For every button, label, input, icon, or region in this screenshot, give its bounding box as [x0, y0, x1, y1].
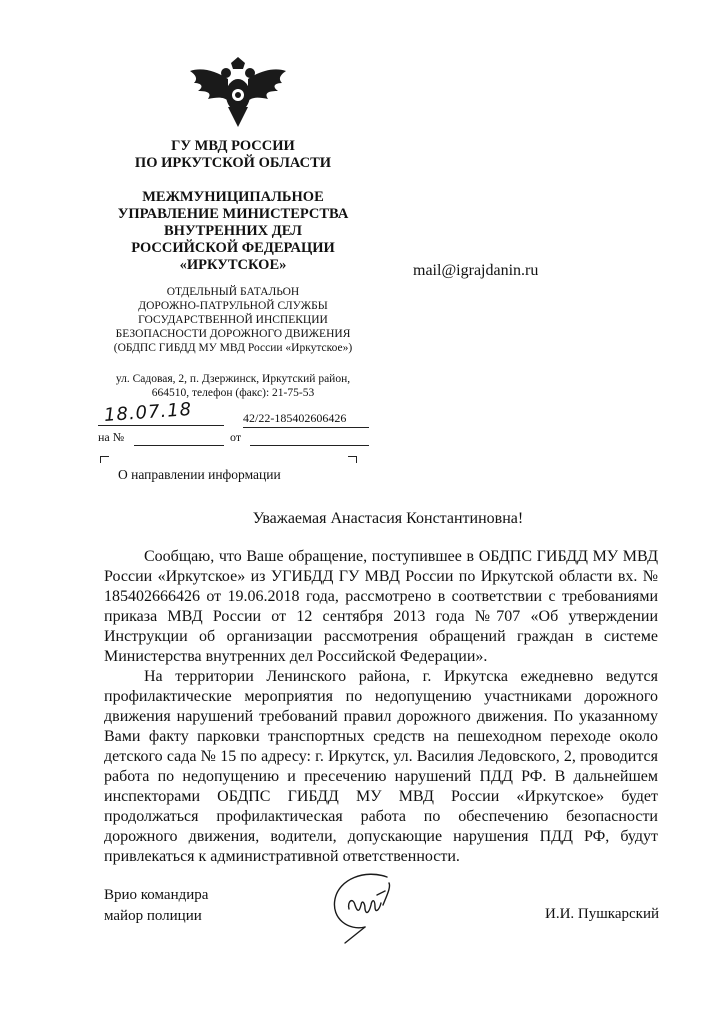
org-title-line: ПО ИРКУТСКОЙ ОБЛАСТИ — [134, 155, 332, 171]
dept-title-line: РОССИЙСКОЙ ФЕДЕРАЦИИ — [131, 240, 335, 256]
unit-title-line: (ОБДПС ГИБДД МУ МВД России «Иркутское») — [113, 342, 353, 354]
unit-title-line: ОТДЕЛЬНЫЙ БАТАЛЬОН — [166, 286, 300, 298]
signer-position — [104, 885, 208, 927]
handwritten-signature-icon — [325, 865, 410, 945]
date-underline — [98, 425, 224, 426]
letter-greeting: Уважаемая Анастасия Константиновна! — [252, 510, 524, 527]
signer-position-line: Врио командира — [104, 887, 209, 903]
ref-number-line — [134, 445, 224, 446]
outgoing-date-handwritten: 18.07.18 — [103, 398, 193, 427]
dept-title-line: УПРАВЛЕНИЕ МИНИСТЕРСТВА — [117, 206, 349, 222]
signer-position-line: майор полиции — [104, 908, 202, 924]
recipient-email: mail@igrajdanin.ru — [413, 262, 539, 279]
dept-title-line: ВНУТРЕННИХ ДЕЛ — [164, 223, 302, 239]
dept-title-line: МЕЖМУНИЦИПАЛЬНОЕ — [142, 189, 324, 205]
address-line: ул. Садовая, 2, п. Дзержинск, Иркутский район, — [115, 373, 351, 385]
ref-date-label: от — [230, 430, 242, 444]
letter-body — [104, 547, 658, 867]
body-paragraph: Сообщаю, что Ваше обращение, поступившее в ОБДПС ГИБДД МУ МВД России «Иркутское» из УГИБДД ГУ МВД России по Иркутской области вх. № 185402666426 от 19.06.2018 года, рассмотрено в соответствии с требованиями приказа МВД России от 12 сентября 2013 года №707 «Об утверждении Инструкции об организации рассмотрения обращений граждан в системе Министерства внутренних дел Российской Федерации». — [104, 548, 658, 665]
emblem-eagle-icon — [188, 57, 288, 129]
ref-date-line — [250, 445, 369, 446]
dept-title-line: «ИРКУТСКОЕ» — [179, 257, 287, 273]
address — [88, 372, 378, 400]
outgoing-number: 42/22-185402606426 — [243, 411, 369, 428]
unit-title — [88, 285, 378, 355]
signer-name: И.И. Пушкарский — [545, 906, 660, 922]
letter-subject: О направлении информации — [118, 467, 281, 482]
org-title-line: ГУ МВД РОССИИ — [171, 138, 295, 154]
org-title — [88, 138, 378, 172]
corner-mark — [100, 456, 109, 463]
address-line: 664510, телефон (факс): 21-75-53 — [151, 387, 315, 399]
ref-number-label: на № — [98, 430, 125, 444]
body-paragraph: На территории Ленинского района, г. Иркутска ежедневно ведутся профилактические мероприятия по недопущению участниками дорожного движения нарушений требований правил дорожного движения. По указанному Вами факту парковки транспортных средств на пешеходном переходе около детского сада № 15 по адресу: г. Иркутск, ул. Василия Ледовского, 2, проводится работа по недопущению и пресечению нарушений ПДД РФ. В дальнейшем инспекторами ОБДПС ГИБДД МУ МВД России «Иркутское» будет продолжаться профилактическая работа по обеспечению безопасности дорожного движения, водители, допускающие нарушения ПДД РФ, будут привлекаться к административной ответственности. — [104, 668, 658, 865]
dept-title — [88, 189, 378, 274]
unit-title-line: ГОСУДАРСТВЕННОЙ ИНСПЕКЦИИ — [138, 314, 328, 326]
unit-title-line: БЕЗОПАСНОСТИ ДОРОЖНОГО ДВИЖЕНИЯ — [115, 328, 351, 340]
corner-mark — [348, 456, 357, 463]
unit-title-line: ДОРОЖНО-ПАТРУЛЬНОЙ СЛУЖБЫ — [138, 300, 328, 312]
